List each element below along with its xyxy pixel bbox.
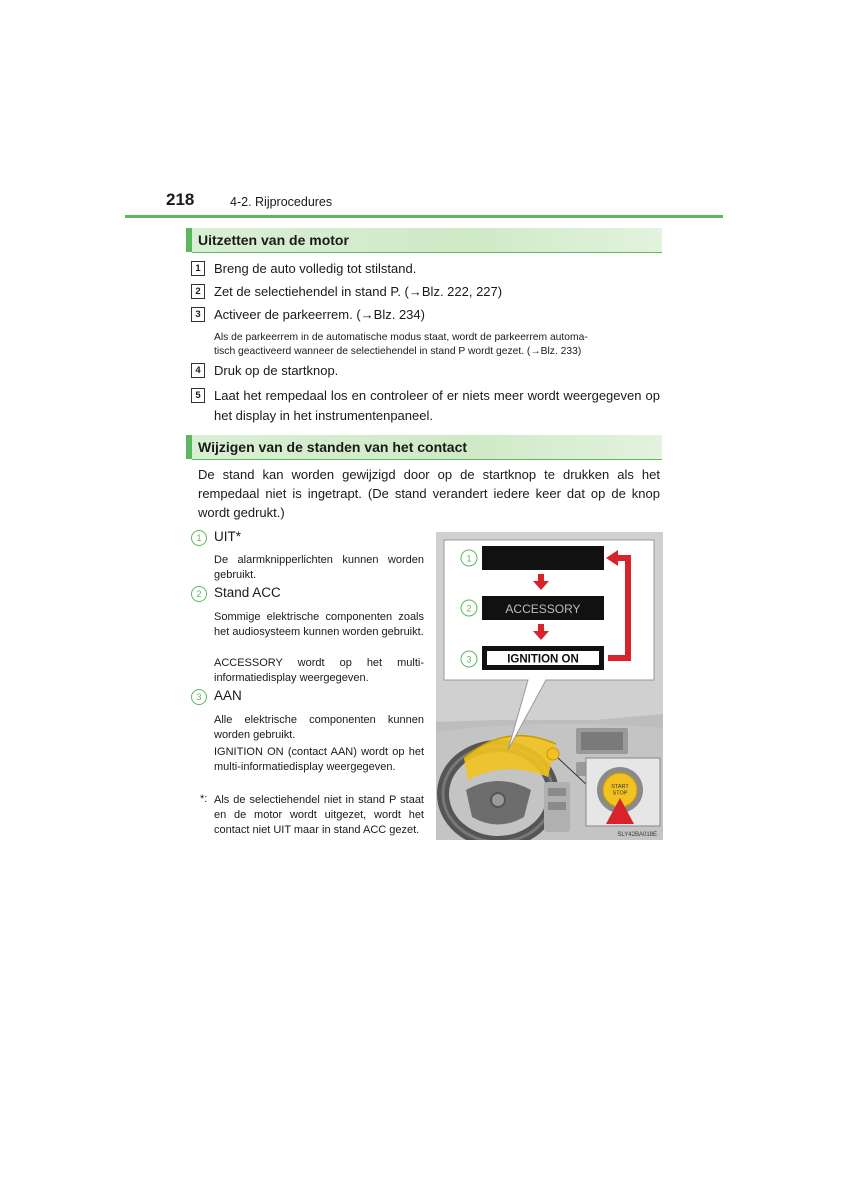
circled-number: 1 — [191, 530, 207, 546]
mode-description: IGNITION ON (contact AAN) wordt op het multi-informatiedisplay weergegeven. — [214, 746, 424, 773]
mode-description: ACCESSORY wordt op het multi-informatiedisplay weergegeven. — [214, 657, 424, 684]
mode-label: AAN — [214, 688, 242, 703]
header-rule — [125, 215, 723, 218]
step-text: Activeer de parkeerrem. (→Blz. 234) — [214, 307, 425, 322]
mode-label: Stand ACC — [214, 585, 281, 600]
section-heading-text: Wijzigen van de standen van het contact — [198, 439, 468, 455]
chapter-title: 4-2. Rijprocedures — [230, 195, 333, 209]
illustration-drawing — [436, 532, 663, 840]
footnote-text: Als de selectiehendel niet in stand P staat en de motor wordt uitgezet, wordt het contact niet UIT maar in stand ACC gezet. — [214, 794, 424, 836]
step-text: Zet de selectiehendel in stand P. (→Blz. 222, 227) — [214, 284, 503, 299]
step-number: 2 — [191, 284, 205, 299]
state-2-display: ACCESSORY — [505, 602, 581, 616]
state-2-number: 2 — [466, 603, 472, 614]
step-text: Laat het rempedaal los en controleer of er niets meer wordt weergegeven op het display in het instrumentenpaneel. — [214, 388, 660, 423]
state-3-number: 3 — [466, 654, 472, 665]
circled-number: 2 — [191, 586, 207, 602]
step-number: 1 — [191, 261, 205, 276]
step-number: 4 — [191, 363, 205, 378]
step-number: 5 — [191, 388, 205, 403]
mode-label: UIT* — [214, 529, 241, 544]
intro-paragraph: De stand kan worden gewijzigd door op de startknop te drukken als het rempedaal niet is ingetrapt. (De stand verandert iedere keer dat op de knop wordt gedrukt.) — [198, 467, 660, 520]
section-heading-engine-off — [186, 228, 662, 252]
mode-description: De alarmknipperlichten kunnen worden gebruikt. — [214, 554, 424, 581]
state-1-number: 1 — [466, 553, 472, 564]
illustration-code: SLY42BA018E — [617, 832, 657, 838]
section-heading-ignition-modes — [186, 435, 662, 459]
circled-number: 3 — [191, 689, 207, 705]
state-3-display: IGNITION ON — [507, 653, 579, 666]
section-heading-text: Uitzetten van de motor — [198, 232, 349, 248]
step-3-note-line-1: Als de parkeerrem in de automatische modus staat, wordt de parkeerrem automa- — [214, 332, 588, 343]
ignition-illustration — [436, 532, 663, 840]
step-3-note-line-2: tisch geactiveerd wanneer de selectiehendel in stand P wordt gezet. (→Blz. 233) — [214, 346, 582, 357]
step-text: Breng de auto volledig tot stilstand. — [214, 261, 417, 276]
step-text: Druk op de startknop. — [214, 363, 339, 378]
mode-description: Sommige elektrische componenten zoals het audiosysteem kunnen worden gebruikt. — [214, 611, 424, 638]
page-number: 218 — [166, 190, 195, 209]
footnote-mark: *: — [200, 793, 208, 805]
start-button-text-2: STOP — [612, 790, 628, 797]
mode-description: Alle elektrische componenten kunnen worden gebruikt. — [214, 714, 424, 741]
step-number: 3 — [191, 307, 205, 322]
start-button-text-1: START — [611, 784, 629, 790]
